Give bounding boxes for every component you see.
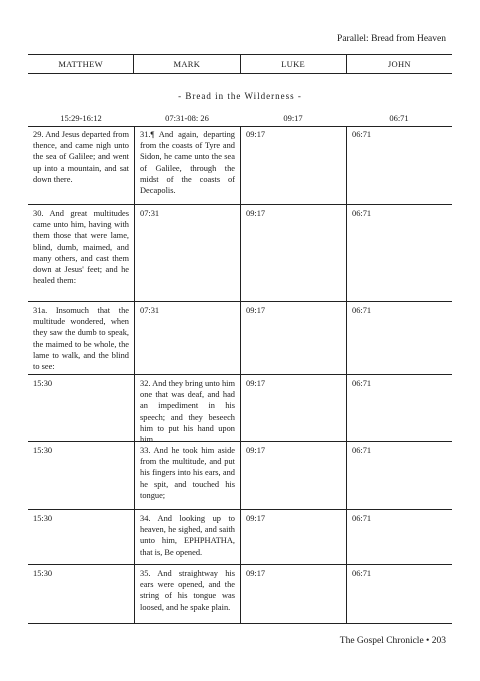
matthew-cell: 15:30 (33, 514, 53, 523)
john-cell: 06:71 (346, 126, 452, 204)
column-header-john: JOHN (346, 55, 452, 73)
john-cell: 06:71 (346, 442, 452, 509)
table-row (28, 565, 452, 624)
table-row (28, 510, 452, 565)
matthew-cell: 29. And Jesus departed from thence, and came nigh unto the sea of Galilee; and went up into a mountain, and sat down there. (33, 130, 129, 184)
luke-cell: 09:17 (240, 302, 346, 374)
john-cell: 06:71 (346, 565, 452, 623)
luke-cell: 09:17 (240, 565, 346, 623)
column-header-matthew: MATTHEW (58, 59, 103, 69)
luke-cell: 09:17 (240, 442, 346, 509)
gospel-column-header (28, 54, 452, 74)
table-row (28, 205, 452, 302)
section-ref-john: 06:71 (389, 113, 409, 123)
section-title: - Bread in the Wilderness - (178, 91, 302, 101)
table-row (28, 302, 452, 375)
section-ref-luke: 09:17 (283, 113, 303, 123)
matthew-cell: 15:30 (33, 446, 53, 455)
section-ref-mark: 07:31-08: 26 (165, 113, 209, 123)
parallel-table (28, 126, 452, 624)
john-cell: 06:71 (346, 205, 452, 301)
matthew-cell: 31a. Insomuch that the multitude wondered, when they saw the dumb to speak, the maimed to be whole, the lame to walk, and the blind to see: (33, 306, 129, 372)
column-header-luke: LUKE (240, 55, 346, 73)
matthew-cell: 30. And great multitudes came unto him, having with them those that were lame, blind, dumb, maimed, and many others, and cast them down at Jesus' feet; and he healed them: (33, 209, 129, 286)
column-header-mark: MARK (133, 55, 239, 73)
table-row (28, 375, 452, 445)
section-ref-matthew: 15:29-16:12 (60, 113, 102, 123)
john-cell: 06:71 (346, 375, 452, 441)
luke-cell: 09:17 (240, 375, 346, 441)
mark-cell: 07:31 (134, 302, 240, 374)
mark-cell: 31.¶ And again, departing from the coasts of Tyre and Sidon, he came unto the sea of Galilee, through the midst of the coasts of Decapolis. (134, 126, 240, 204)
luke-cell: 09:17 (240, 510, 346, 564)
john-cell: 06:71 (346, 302, 452, 374)
mark-cell: 33. And he took him aside from the multitude, and put his fingers into his ears, and he spit, and touched his tongue; (134, 442, 240, 509)
page-footer: The Gospel Chronicle • 203 (339, 636, 446, 646)
mark-cell: 34. And looking up to heaven, he sighed, and saith unto him, EPHPHATHA, that is, Be opened. (134, 510, 240, 564)
luke-cell: 09:17 (240, 126, 346, 204)
mark-cell: 07:31 (134, 205, 240, 301)
running-title: Parallel: Bread from Heaven (337, 34, 446, 44)
table-row (28, 442, 452, 510)
mark-cell: 32. And they bring unto him one that was deaf, and had an impediment in his speech; and they beseech him to put his hand upon him. (134, 375, 240, 441)
mark-cell: 35. And straightway his ears were opened, and the string of his tongue was loosed, and he spake plain. (134, 565, 240, 623)
matthew-cell: 15:30 (33, 379, 53, 388)
table-row (28, 126, 452, 205)
luke-cell: 09:17 (240, 205, 346, 301)
section-reference-row (28, 112, 452, 127)
matthew-cell: 15:30 (33, 569, 53, 578)
john-cell: 06:71 (346, 510, 452, 564)
